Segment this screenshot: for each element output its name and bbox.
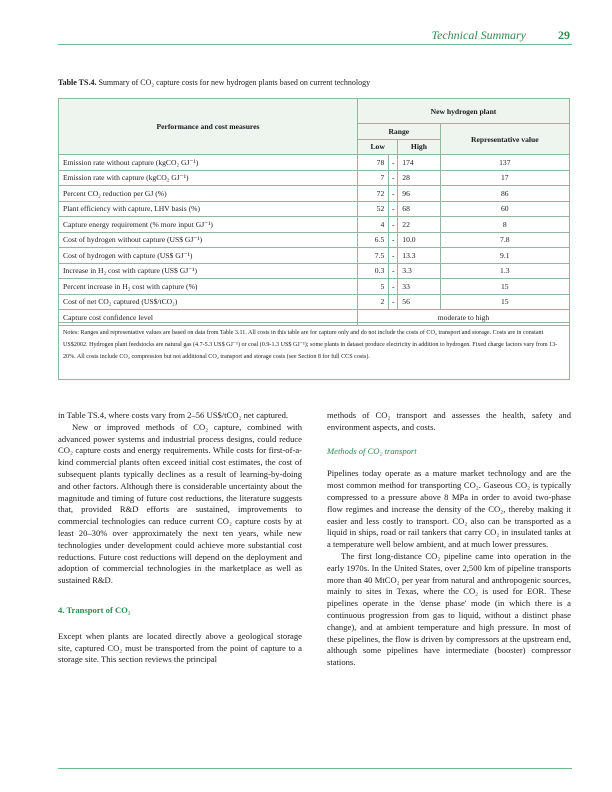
- table-row: [59, 294, 570, 310]
- range-dash: -: [389, 217, 398, 233]
- header-range: Range: [358, 124, 441, 140]
- range-dash: -: [389, 232, 398, 248]
- paragraph: New or improved methods of CO₂ capture, combined with advanced power systems and industrial process designs, could reduce CO₂ capture costs and energy requirements. While costs for first-of-a-kind commercial plants often exceed initial cost estimates, the cost of subsequent plants typically declines as a result of learning-by-doing and other factors. Although there is considerable uncertainty about the magnitude and timing of future cost reductions, the literature suggests that, provided R&D efforts are sustained, improvements to commercial technologies can reduce current CO₂ capture costs by at least 20–30% over approximately the next ten years, while new technologies under development could achieve more substantial cost reductions. Future cost reductions will depend on the deployment and adoption of commercial technologies in the marketplace as well as sustained R&D.: [58, 421, 302, 586]
- row-label: Percent CO₂ reduction per GJ (%): [59, 186, 358, 202]
- header-high: High: [398, 139, 440, 155]
- right-column: [327, 410, 571, 669]
- header-divider: [58, 44, 572, 45]
- high-value: 33: [398, 279, 440, 295]
- section-heading: 4. Transport of CO₂: [58, 604, 131, 615]
- row-label: Emission rate without capture (kgCO₂ GJ⁻¹): [59, 155, 358, 171]
- footer-divider: [58, 768, 572, 769]
- header-measure: Performance and cost measures: [59, 99, 358, 155]
- high-value: 174: [398, 155, 440, 171]
- range-dash: -: [389, 279, 398, 295]
- low-value: 2: [358, 294, 389, 310]
- paragraph: in Table TS.4, where costs vary from 2–56 US$/tCO₂ net captured.: [58, 410, 289, 420]
- low-value: 72: [358, 186, 389, 202]
- row-label: Capture energy requirement (% more input GJ⁻¹): [59, 217, 358, 233]
- table-row: [59, 217, 570, 233]
- left-column: [58, 410, 302, 666]
- range-dash: -: [389, 294, 398, 310]
- low-value: 0.3: [358, 263, 389, 279]
- table-caption: [58, 78, 572, 87]
- representative-value: 86: [440, 186, 569, 202]
- paragraph: Pipelines today operate as a mature market technology and are the most common method for transporting CO₂. Gaseous CO₂ is typically compressed to a pressure above 8 MPa in order to avoid two-phase flow regimes and increase the density of the CO₂, thereby making it easier and less costly to transport. CO₂ also can be transported as a liquid in ships, road or rail tankers that carry CO₂ in insulated tanks at a temperature well below ambient, and at much lower pressures.: [327, 468, 571, 550]
- header-low: Low: [358, 139, 398, 155]
- representative-value: 8: [440, 217, 569, 233]
- page-number: 29: [558, 28, 570, 42]
- row-label: Percent increase in H₂ cost with capture (%): [59, 279, 358, 295]
- low-value: 7: [358, 170, 389, 186]
- paragraph: Except when plants are located directly above a geological storage site, captured CO₂ must be transported from the point of capture to a storage site. This section reviews the principal: [58, 630, 302, 665]
- confidence-label: Capture cost confidence level: [59, 310, 358, 326]
- high-value: 22: [398, 217, 440, 233]
- representative-value: 1.3: [440, 263, 569, 279]
- low-value: 5: [358, 279, 389, 295]
- high-value: 13.3: [398, 248, 440, 264]
- table-row: [59, 155, 570, 171]
- representative-value: 15: [440, 294, 569, 310]
- table-caption-text: Summary of CO₂ capture costs for new hydrogen plants based on current technology: [98, 78, 371, 87]
- table-row: [59, 263, 570, 279]
- table-row: [59, 201, 570, 217]
- representative-value: 15: [440, 279, 569, 295]
- header-representative: Representative value: [440, 124, 569, 155]
- row-label: Cost of hydrogen with capture (US$ GJ⁻¹): [59, 248, 358, 264]
- table-row: [59, 186, 570, 202]
- table-row: [59, 248, 570, 264]
- low-value: 4: [358, 217, 389, 233]
- representative-value: 9.1: [440, 248, 569, 264]
- row-label: Cost of net CO₂ captured (US$/tCO₂): [59, 294, 358, 310]
- high-value: 3.3: [398, 263, 440, 279]
- low-value: 52: [358, 201, 389, 217]
- table-row: [59, 232, 570, 248]
- representative-value: 17: [440, 170, 569, 186]
- high-value: 28: [398, 170, 440, 186]
- table-notes: Notes: Ranges and representative values are based on data from Table 3.11. All costs in this table are for capture only and do not include the costs of CO₂ transport and storage. Costs are in constant US$2002. Hydrogen plant feedstocks are natural gas (4.7-5.3 US$ GJ⁻¹) or coal (0.9-1.3 US$ GJ⁻¹); some plants in dataset produce electricity in addition to hydrogen. Fixed charge factors vary from 13-20%. All costs include CO₂ compression but not additional CO₂ transport and storage costs (see Section 8 for full CCS costs).: [58, 322, 570, 380]
- row-label: Increase in H₂ cost with capture (US$ GJ⁻¹): [59, 263, 358, 279]
- representative-value: 60: [440, 201, 569, 217]
- row-label: Emission rate with capture (kgCO₂ GJ⁻¹): [59, 170, 358, 186]
- high-value: 96: [398, 186, 440, 202]
- header-group: New hydrogen plant: [358, 99, 570, 124]
- running-title: Technical Summary: [431, 28, 526, 42]
- paragraph: The first long-distance CO₂ pipeline came into operation in the early 1970s. In the United States, over 2,500 km of pipeline transports more than 40 MtCO₂ per year from natural and anthropogenic sources, mainly to sites in Texas, where the CO₂ is used for EOR. These pipelines operate in the 'dense phase' mode (in which there is a continuous progression from gas to liquid, without a distinct phase change), and at ambient temperature and high pressure. In most of these pipelines, the flow is driven by compressors at the upstream end, although some pipelines have intermediate (booster) compressor stations.: [327, 550, 571, 668]
- high-value: 56: [398, 294, 440, 310]
- low-value: 78: [358, 155, 389, 171]
- representative-value: 7.8: [440, 232, 569, 248]
- paragraph: methods of CO₂ transport and assesses the health, safety and environment aspects, and costs.: [327, 410, 571, 432]
- range-dash: -: [389, 248, 398, 264]
- representative-value: 137: [440, 155, 569, 171]
- table-row: [59, 279, 570, 295]
- range-dash: -: [389, 263, 398, 279]
- table-body: [59, 155, 570, 326]
- range-dash: -: [389, 155, 398, 171]
- row-label: Cost of hydrogen without capture (US$ GJ⁻¹): [59, 232, 358, 248]
- low-value: 6.5: [358, 232, 389, 248]
- range-dash: -: [389, 201, 398, 217]
- high-value: 10.0: [398, 232, 440, 248]
- cost-summary-table: [58, 98, 570, 326]
- high-value: 68: [398, 201, 440, 217]
- row-label: Plant efficiency with capture, LHV basis (%): [59, 201, 358, 217]
- range-dash: -: [389, 186, 398, 202]
- table-row: [59, 170, 570, 186]
- low-value: 7.5: [358, 248, 389, 264]
- table-caption-label: Table TS.4.: [58, 78, 97, 87]
- confidence-value: moderate to high: [358, 310, 570, 326]
- subsection-heading: Methods of CO₂ transport: [327, 445, 417, 456]
- range-dash: -: [389, 170, 398, 186]
